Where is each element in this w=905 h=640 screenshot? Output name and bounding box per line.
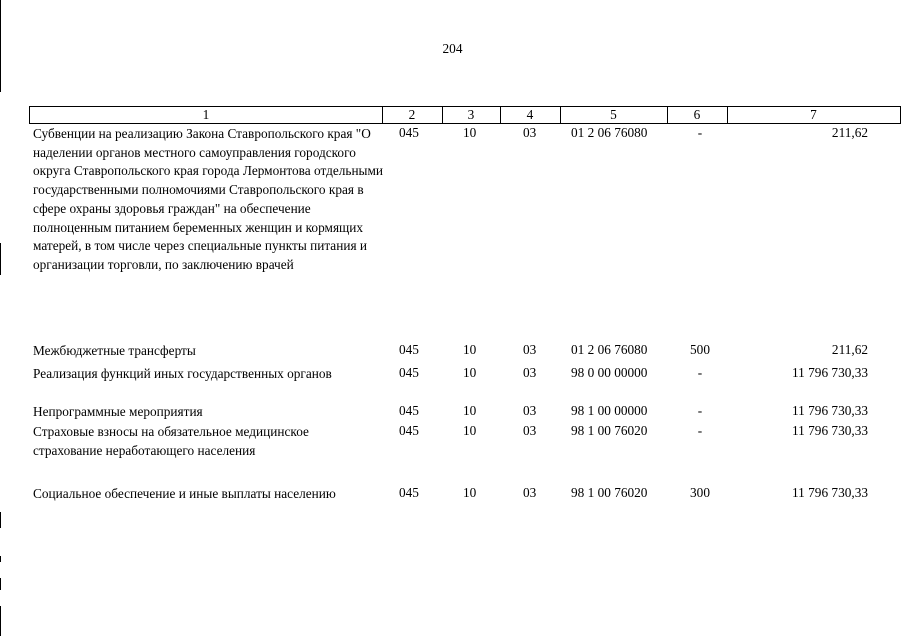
row-name: Межбюджетные трансферты [33, 343, 196, 358]
column-header-2: 2 [408, 107, 416, 122]
row-col6: 300 [690, 485, 710, 500]
row-col4: 03 [523, 403, 537, 418]
row-col4: 03 [523, 125, 537, 140]
row-col3: 10 [463, 125, 477, 140]
row-col7: 11 796 730,33 [792, 423, 868, 438]
row-col6: 500 [690, 342, 710, 357]
row-col4: 03 [523, 342, 537, 357]
row-col3: 10 [463, 423, 477, 438]
scan-edge-mark [0, 512, 1, 528]
row-col5: 98 1 00 76020 [571, 423, 648, 438]
column-header-3: 3 [467, 107, 475, 122]
row-name: Непрограммные мероприятия [33, 404, 203, 419]
row-col2: 045 [399, 365, 419, 380]
row-name: Страховые взносы на обязательное медицинское страхование неработающего населения [33, 424, 309, 458]
scan-edge-mark [0, 606, 1, 636]
row-col5: 01 2 06 76080 [571, 125, 648, 140]
column-header-1: 1 [202, 107, 210, 122]
row-col4: 03 [523, 423, 537, 438]
column-header-7: 7 [810, 107, 817, 122]
row-col5: 98 1 00 00000 [571, 403, 648, 418]
page-number: 204 [442, 41, 463, 56]
column-header-4: 4 [526, 107, 534, 122]
row-col2: 045 [399, 403, 419, 418]
row-col2: 045 [399, 342, 419, 357]
row-col7: 11 796 730,33 [792, 365, 868, 380]
row-name: Субвенции на реализацию Закона Ставропольского края "О наделении органов местного самоуправления городского округа Ставропольского края города Лермонтова отдельными государственными полномочиями Ставропольского края в сфере охраны здоровья граждан" на обеспечение полноценным питанием беременных женщин и кормящих матерей, в том числе через специальные пункты питания и организации торговли, по заключению врачей [33, 126, 384, 272]
row-col2: 045 [399, 125, 419, 140]
row-col3: 10 [463, 485, 477, 500]
row-col7: 211,62 [831, 342, 868, 357]
row-col3: 10 [463, 365, 477, 380]
column-header-6: 6 [693, 107, 701, 122]
row-col3: 10 [463, 403, 477, 418]
row-col6: - [697, 403, 703, 418]
row-col7: 11 796 730,33 [792, 485, 868, 500]
row-col4: 03 [523, 485, 537, 500]
row-col6: - [697, 423, 703, 438]
row-col2: 045 [399, 423, 419, 438]
row-col6: - [697, 125, 703, 140]
column-header-row [29, 106, 901, 124]
row-col2: 045 [399, 485, 419, 500]
row-col5: 98 1 00 76020 [571, 485, 648, 500]
scan-edge-mark [0, 578, 1, 590]
scan-edge-mark [0, 556, 1, 562]
row-col5: 01 2 06 76080 [571, 342, 648, 357]
row-name: Реализация функций иных государственных органов [33, 366, 332, 381]
row-col4: 03 [523, 365, 537, 380]
row-name: Социальное обеспечение и иные выплаты населению [33, 486, 336, 501]
scan-edge-mark [0, 243, 1, 275]
row-col7: 11 796 730,33 [792, 403, 868, 418]
row-col5: 98 0 00 00000 [571, 365, 648, 380]
column-header-5: 5 [610, 107, 617, 122]
row-col7: 211,62 [831, 125, 868, 140]
row-col6: - [697, 365, 703, 380]
row-col3: 10 [463, 342, 477, 357]
